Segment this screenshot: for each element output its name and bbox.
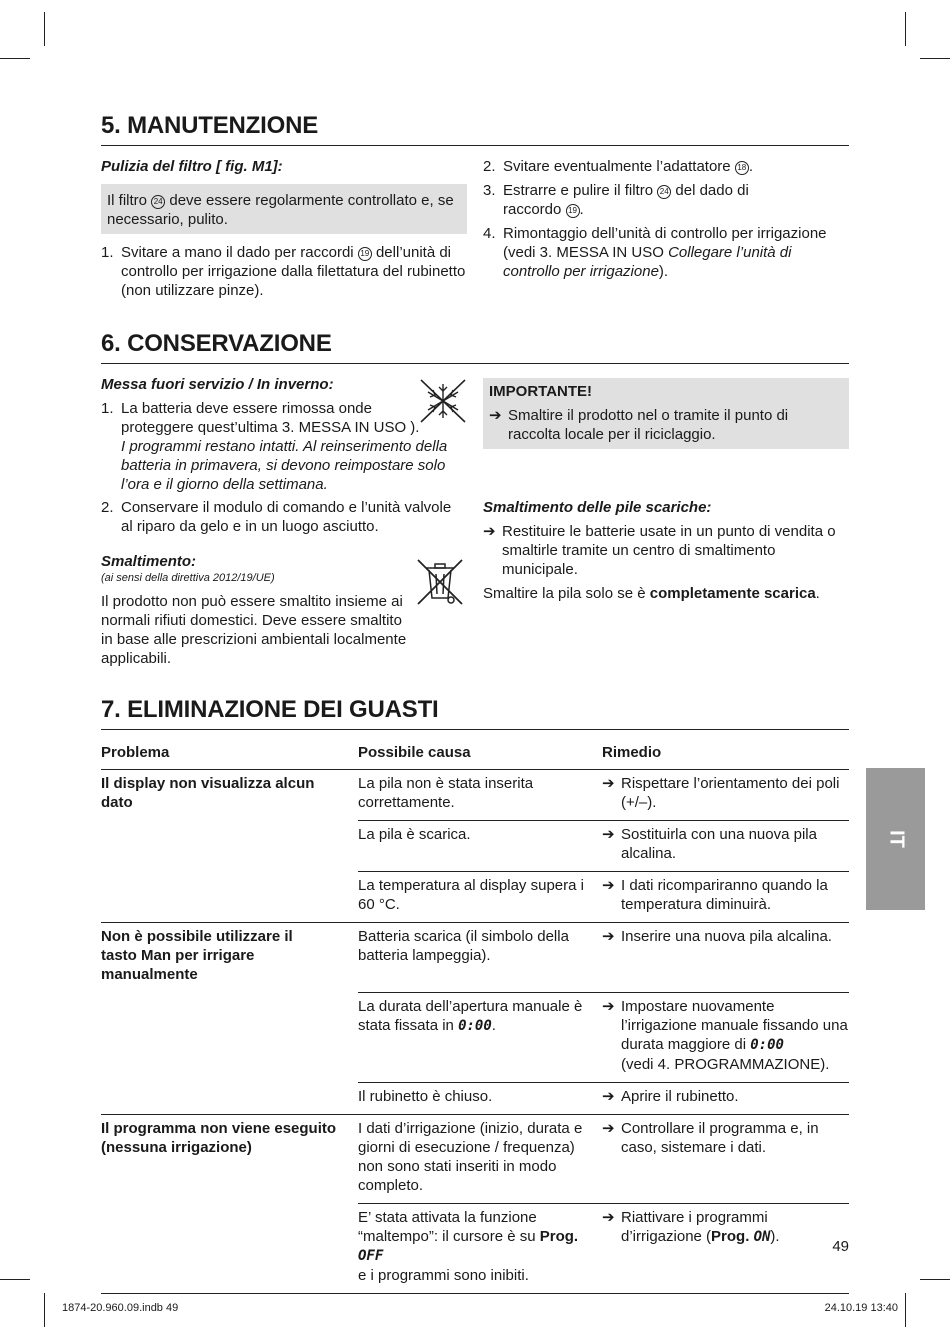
lcd-value: OFF [358, 1247, 384, 1264]
table-header-row [101, 741, 849, 770]
list-item: 1. La batteria deve essere rimossa onde proteggere quest’ultima 3. MESSA IN USO ). [101, 400, 420, 436]
table-row [101, 1114, 849, 1203]
section-title-guasti: 7. ELIMINAZIONE DEI GUASTI [101, 696, 439, 723]
winter-step1-note: I programmi restano intatti. Al reinserimento della batteria in primavera, si devono reimpostare solo l’ora e il giorno della settimana. [121, 438, 448, 493]
column-header: Possibile causa [358, 741, 602, 770]
filter-note-box: Il filtro 24 deve essere regolarmente controllato e, se necessario, pulito. [101, 184, 467, 234]
footer-date: 24.10.19 13:40 [824, 1302, 898, 1314]
footer-file: 1874-20.960.09.indb 49 [62, 1302, 179, 1314]
arrow-icon: ➔ [602, 928, 615, 945]
subheading-disposal: Smaltimento: [101, 553, 197, 570]
remedy-cell: ➔ Aprire il rubinetto. [602, 1082, 849, 1114]
subheading-filter: Pulizia del filtro [ fig. M1]: [101, 158, 283, 175]
table-row [101, 770, 849, 821]
remedy-cell: ➔ Rispettare l’orientamento dei poli (+/–). [602, 770, 849, 821]
lcd-value: 0:00 [750, 1036, 784, 1053]
crop-mark [905, 1293, 906, 1327]
crop-mark [0, 58, 30, 59]
cause-cell: La pila è scarica. [358, 821, 602, 872]
lcd-value: ON [753, 1228, 771, 1245]
ref-number-badge: 24 [151, 195, 165, 209]
list-item: 1. Svitare a mano il dado per raccordi 19 dell’unità di controllo per irrigazione dalla filettatura del rubinetto (non utilizzare pinze). [101, 244, 466, 299]
table-row [101, 923, 849, 993]
section-rule [101, 145, 849, 146]
section-title-manutenzione: 5. MANUTENZIONE [101, 112, 319, 139]
column-header: Rimedio [602, 741, 849, 770]
table-row [101, 1082, 849, 1114]
crossed-bin-icon [414, 556, 466, 608]
subheading-winter: Messa fuori servizio / In inverno: [101, 376, 334, 393]
battery-dispose-text: Smaltire la pila solo se è completamente scarica. [483, 585, 820, 602]
disposal-text: Il prodotto non può essere smaltito insieme ai normali rifiuti domestici. Deve essere smaltito in base alle prescrizioni ambientali localmente applicabili. [101, 593, 407, 667]
problem-cell: Il programma non viene eseguito (nessuna irrigazione) [101, 1119, 337, 1156]
list-item: 4. Rimontaggio dell’unità di controllo per irrigazione (vedi 3. MESSA IN USO Collegare l’unità di controllo per irrigazione). [483, 225, 827, 280]
problem-cell: Non è possibile utilizzare il tasto Man per irrigare manualmente [101, 928, 293, 983]
cause-cell: La temperatura al display supera i 60 °C. [358, 872, 602, 923]
remedy-cell: ➔ I dati ricompariranno quando la temperatura diminuirà. [602, 872, 849, 923]
cause-cell: La pila non è stata inserita correttamente. [358, 770, 602, 821]
important-box [483, 378, 849, 449]
arrow-icon: ➔ [489, 407, 502, 424]
arrow-icon: ➔ [602, 826, 615, 843]
remedy-cell: ➔ Sostituirla con una nuova pila alcalina. [602, 821, 849, 872]
list-item: 3. Estrarre e pulire il filtro 24 del dado di raccordo 19 . [483, 182, 749, 218]
column-header: Problema [101, 741, 358, 770]
crop-mark [44, 12, 45, 46]
cause-cell: I dati d’irrigazione (inizio, durata e giorni di esecuzione / frequenza) non sono stati inseriti in modo completo. [358, 1114, 602, 1203]
ref-number-badge: 18 [735, 161, 749, 175]
cause-cell: La durata dell’apertura manuale è stata fissata in 0:00. [358, 992, 602, 1082]
language-tab-label: IT [885, 830, 907, 848]
maintenance-steps-left [101, 243, 467, 300]
cause-cell: Il rubinetto è chiuso. [358, 1082, 602, 1114]
cause-cell: Batteria scarica (il simbolo della batteria lampeggia). [358, 923, 602, 993]
troubleshooting-table [101, 741, 849, 1294]
subheading-batteries: Smaltimento delle pile scariche: [483, 499, 712, 516]
crop-mark [0, 1279, 30, 1280]
cause-cell: E’ stata attivata la funzione “maltempo”: il cursore è su Prog. OFF e i programmi sono inibiti. [358, 1203, 602, 1293]
table-row [101, 872, 849, 923]
problem-cell: Il display non visualizza alcun dato [101, 775, 315, 811]
arrow-icon: ➔ [483, 523, 496, 540]
section-title-conservazione: 6. CONSERVAZIONE [101, 330, 332, 357]
maintenance-steps-right [483, 157, 849, 281]
crop-mark [920, 58, 950, 59]
important-title: IMPORTANTE! [489, 383, 593, 400]
crop-mark [920, 1279, 950, 1280]
table-row [101, 1203, 849, 1293]
lcd-value: 0:00 [458, 1017, 492, 1034]
directive-note: (ai sensi della direttiva 2012/19/UE) [101, 572, 275, 584]
arrow-icon: ➔ [602, 997, 615, 1015]
important-text: ➔ Smaltire il prodotto nel o tramite il punto di raccolta locale per il riciclaggio. [489, 407, 789, 443]
remedy-cell: ➔ Riattivare i programmi d’irrigazione (Prog. ON). [602, 1203, 849, 1293]
section-rule [101, 363, 849, 364]
section-rule [101, 729, 849, 730]
language-tab [866, 768, 925, 910]
winter-steps [101, 399, 467, 441]
ref-number-badge: 24 [657, 185, 671, 199]
list-item: 2. Svitare eventualmente l’adattatore 18 . [483, 158, 753, 175]
crop-mark [905, 12, 906, 46]
crop-mark [44, 1293, 45, 1327]
battery-return-text: ➔ Restituire le batterie usate in un punto di vendita o smaltirle tramite un centro di smaltimento municipale. [483, 523, 836, 578]
page-number: 49 [832, 1238, 849, 1255]
list-item: 2. Conservare il modulo di comando e l’unità valvole al riparo da gelo e in un luogo asciutto. [101, 499, 452, 535]
remedy-cell: ➔ Impostare nuovamente l’irrigazione manuale fissando una durata maggiore di 0:00 (vedi 4. PROGRAMMAZIONE). [602, 992, 849, 1082]
arrow-icon: ➔ [602, 775, 615, 792]
ref-number-badge: 19 [358, 247, 372, 261]
arrow-icon: ➔ [602, 1087, 615, 1105]
table-row [101, 992, 849, 1082]
ref-number-badge: 19 [566, 204, 580, 218]
winter-steps-2 [101, 498, 467, 536]
arrow-icon: ➔ [602, 1119, 615, 1137]
remedy-cell: ➔ Inserire una nuova pila alcalina. [602, 923, 849, 993]
arrow-icon: ➔ [602, 1208, 615, 1226]
table-row [101, 821, 849, 872]
remedy-cell: ➔ Controllare il programma e, in caso, sistemare i dati. [602, 1114, 849, 1203]
arrow-icon: ➔ [602, 877, 615, 894]
